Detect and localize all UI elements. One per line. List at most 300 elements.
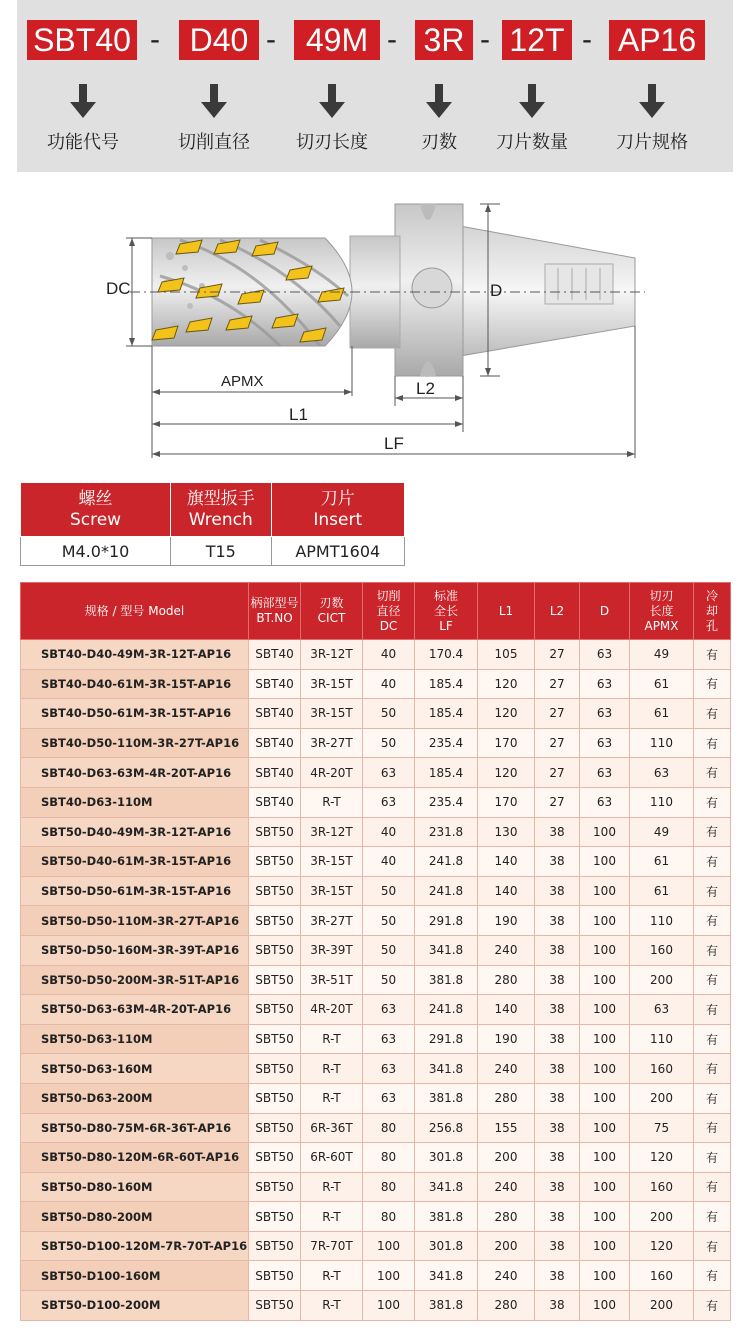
table-row [21, 906, 731, 936]
spec-cell: SBT50 [249, 1172, 301, 1202]
spec-cell: 190 [478, 906, 535, 936]
spec-cell: 200 [630, 1202, 694, 1232]
spec-cell: SBT50 [249, 847, 301, 877]
table-row [21, 1172, 731, 1202]
spec-cell: 241.8 [415, 876, 478, 906]
spec-cell: 有 [694, 1024, 731, 1054]
spec-cell: 170 [478, 728, 535, 758]
spec-cell: 有 [694, 1172, 731, 1202]
spec-cell: 100 [580, 935, 630, 965]
spec-cell: 38 [535, 1054, 580, 1084]
spec-cell: 38 [535, 817, 580, 847]
spec-cell: SBT50 [249, 935, 301, 965]
spec-cell: SBT40 [249, 699, 301, 729]
down-arrow-icon [639, 84, 665, 118]
label-dc: DC [106, 279, 131, 298]
spec-cell: SBT50 [249, 1231, 301, 1261]
spec-header-cell: 规格 / 型号 Model [21, 583, 249, 640]
spec-cell: 100 [580, 1054, 630, 1084]
spec-cell: SBT50 [249, 1291, 301, 1321]
accessories-header-row [21, 483, 405, 537]
model-cell: SBT50-D100-160M [21, 1261, 249, 1291]
spec-cell: 100 [580, 876, 630, 906]
table-row [21, 758, 731, 788]
spec-header-cell: 冷 却 孔 [694, 583, 731, 640]
spec-cell: 100 [363, 1231, 415, 1261]
spec-cell: 100 [580, 1261, 630, 1291]
spec-cell: 235.4 [415, 728, 478, 758]
spec-cell: 100 [580, 1172, 630, 1202]
header-insert: 刀片 Insert [271, 483, 404, 537]
spec-cell: 140 [478, 847, 535, 877]
spec-cell: SBT40 [249, 758, 301, 788]
spec-cell: 有 [694, 935, 731, 965]
spec-cell: 381.8 [415, 965, 478, 995]
spec-cell: 6R-60T [301, 1143, 363, 1173]
table-row [21, 1231, 731, 1261]
spec-cell: 63 [580, 728, 630, 758]
spec-cell: SBT50 [249, 906, 301, 936]
spec-cell: R-T [301, 1291, 363, 1321]
spec-cell: 100 [580, 1083, 630, 1113]
header-screw: 螺丝 Screw [21, 483, 171, 537]
table-row [21, 1024, 731, 1054]
separator: - [266, 23, 276, 56]
spec-cell: 49 [630, 640, 694, 670]
spec-cell: 80 [363, 1172, 415, 1202]
table-row [21, 1202, 731, 1232]
spec-cell: 110 [630, 787, 694, 817]
spec-cell: 3R-12T [301, 817, 363, 847]
spec-cell: 50 [363, 906, 415, 936]
spec-header-cell: 柄部型号 BT.NO [249, 583, 301, 640]
model-cell: SBT50-D50-61M-3R-15T-AP16 [21, 876, 249, 906]
spec-cell: 38 [535, 847, 580, 877]
spec-cell: 200 [630, 1291, 694, 1321]
spec-cell: 291.8 [415, 906, 478, 936]
spec-cell: 3R-15T [301, 876, 363, 906]
spec-cell: 240 [478, 1054, 535, 1084]
spec-cell: 3R-51T [301, 965, 363, 995]
label-diameter: 切削直径 [178, 132, 250, 153]
spec-cell: SBT50 [249, 965, 301, 995]
spec-cell: 63 [580, 669, 630, 699]
spec-cell: 有 [694, 1143, 731, 1173]
spec-cell: 100 [580, 1202, 630, 1232]
spec-cell: 170 [478, 787, 535, 817]
down-arrow-icon [70, 84, 96, 118]
spec-cell: 27 [535, 787, 580, 817]
spec-cell: SBT50 [249, 817, 301, 847]
spec-cell: 280 [478, 1291, 535, 1321]
spec-cell: 63 [580, 699, 630, 729]
wrench-value: T15 [171, 537, 272, 566]
spec-cell: 160 [630, 1054, 694, 1084]
spec-cell: 256.8 [415, 1113, 478, 1143]
label-d: D [490, 281, 503, 300]
spec-header-cell: 刃数 CICT [301, 583, 363, 640]
spec-cell: 381.8 [415, 1291, 478, 1321]
spec-cell: 38 [535, 1113, 580, 1143]
spec-cell: SBT50 [249, 1113, 301, 1143]
spec-cell: 100 [580, 817, 630, 847]
spec-cell: 38 [535, 1291, 580, 1321]
spec-cell: 38 [535, 1143, 580, 1173]
model-cell: SBT50-D80-160M [21, 1172, 249, 1202]
model-cell: SBT50-D63-110M [21, 1024, 249, 1054]
table-row [21, 1143, 731, 1173]
model-cell: SBT50-D80-75M-6R-36T-AP16 [21, 1113, 249, 1143]
code-segment-function: SBT40 [27, 20, 137, 60]
spec-cell: 63 [580, 758, 630, 788]
code-segment-insert-spec: AP16 [609, 20, 705, 60]
spec-cell: 120 [630, 1143, 694, 1173]
model-cell: SBT50-D100-200M [21, 1291, 249, 1321]
spec-cell: 63 [363, 787, 415, 817]
spec-cell: 38 [535, 1083, 580, 1113]
model-cell: SBT50-D63-200M [21, 1083, 249, 1113]
spec-cell: R-T [301, 1024, 363, 1054]
spec-cell: 80 [363, 1113, 415, 1143]
spec-cell: R-T [301, 1083, 363, 1113]
spec-cell: 38 [535, 1024, 580, 1054]
spec-cell: 61 [630, 847, 694, 877]
spec-cell: 241.8 [415, 995, 478, 1025]
spec-cell: 200 [478, 1143, 535, 1173]
code-segment-diameter: D40 [179, 20, 259, 60]
spec-header-row [21, 583, 731, 640]
spec-cell: 63 [630, 758, 694, 788]
spec-cell: 40 [363, 817, 415, 847]
spec-cell: 140 [478, 876, 535, 906]
spec-cell: 160 [630, 1172, 694, 1202]
table-row [21, 669, 731, 699]
label-insert-spec: 刀片规格 [616, 132, 688, 153]
spec-header-cell: 切刃 长度 APMX [630, 583, 694, 640]
model-cell: SBT50-D80-120M-6R-60T-AP16 [21, 1143, 249, 1173]
tool-body [152, 204, 635, 376]
code-breakdown-panel [17, 0, 733, 172]
spec-cell: 有 [694, 728, 731, 758]
spec-cell: 120 [478, 699, 535, 729]
separator: - [582, 23, 592, 56]
spec-cell: 有 [694, 1054, 731, 1084]
spec-cell: 3R-15T [301, 669, 363, 699]
code-segment-flutes: 3R [415, 20, 473, 60]
spec-cell: 160 [630, 1261, 694, 1291]
spec-cell: 100 [580, 847, 630, 877]
spec-cell: SBT50 [249, 1024, 301, 1054]
spec-cell: 有 [694, 640, 731, 670]
spec-cell: 155 [478, 1113, 535, 1143]
spec-cell: 200 [630, 1083, 694, 1113]
spec-cell: 110 [630, 906, 694, 936]
model-cell: SBT40-D50-61M-3R-15T-AP16 [21, 699, 249, 729]
spec-cell: 80 [363, 1143, 415, 1173]
spec-cell: 有 [694, 1083, 731, 1113]
table-row [21, 1261, 731, 1291]
spec-cell: 40 [363, 847, 415, 877]
spec-cell: 有 [694, 965, 731, 995]
spec-cell: 170.4 [415, 640, 478, 670]
spec-cell: 有 [694, 699, 731, 729]
table-row [21, 965, 731, 995]
spec-cell: 240 [478, 935, 535, 965]
spec-cell: 有 [694, 906, 731, 936]
down-arrow-icon [519, 84, 545, 118]
model-cell: SBT50-D40-61M-3R-15T-AP16 [21, 847, 249, 877]
spec-cell: 100 [580, 965, 630, 995]
spec-cell: SBT40 [249, 669, 301, 699]
spec-cell: 有 [694, 669, 731, 699]
accessories-value-row [21, 537, 405, 566]
table-row [21, 995, 731, 1025]
spec-cell: 3R-27T [301, 728, 363, 758]
spec-cell: 40 [363, 669, 415, 699]
model-cell: SBT50-D63-63M-4R-20T-AP16 [21, 995, 249, 1025]
spec-cell: 100 [363, 1261, 415, 1291]
spec-cell: 200 [630, 965, 694, 995]
spec-cell: 63 [363, 758, 415, 788]
arrows [17, 80, 733, 125]
model-cell: SBT40-D50-110M-3R-27T-AP16 [21, 728, 249, 758]
model-cell: SBT50-D63-160M [21, 1054, 249, 1084]
spec-cell: 100 [580, 1024, 630, 1054]
label-insert-count: 刀片数量 [496, 132, 568, 153]
spec-cell: 27 [535, 758, 580, 788]
model-cell: SBT50-D80-200M [21, 1202, 249, 1232]
spec-cell: 185.4 [415, 669, 478, 699]
table-row [21, 817, 731, 847]
spec-cell: 301.8 [415, 1143, 478, 1173]
spec-header-cell: D [580, 583, 630, 640]
spec-cell: 3R-27T [301, 906, 363, 936]
spec-cell: 240 [478, 1172, 535, 1202]
spec-cell: 63 [580, 640, 630, 670]
spec-cell: 280 [478, 1202, 535, 1232]
spec-cell: 110 [630, 1024, 694, 1054]
spec-cell: 6R-36T [301, 1113, 363, 1143]
spec-cell: 4R-20T [301, 758, 363, 788]
spec-cell: 38 [535, 1261, 580, 1291]
accessories-table [20, 482, 405, 566]
model-cell: SBT40-D40-61M-3R-15T-AP16 [21, 669, 249, 699]
header-wrench: 旗型扳手 Wrench [171, 483, 272, 537]
table-row [21, 728, 731, 758]
spec-cell: 有 [694, 1202, 731, 1232]
down-arrow-icon [319, 84, 345, 118]
spec-cell: 63 [363, 1083, 415, 1113]
table-row [21, 1291, 731, 1321]
table-row [21, 1083, 731, 1113]
tool-diagram [90, 196, 650, 468]
spec-cell: SBT50 [249, 876, 301, 906]
label-l2: L2 [416, 379, 435, 398]
spec-cell: 160 [630, 935, 694, 965]
spec-cell: 49 [630, 817, 694, 847]
spec-cell: 50 [363, 935, 415, 965]
model-cell: SBT40-D63-110M [21, 787, 249, 817]
table-row [21, 847, 731, 877]
separator: - [387, 23, 397, 56]
table-row [21, 935, 731, 965]
spec-cell: 100 [580, 1291, 630, 1321]
spec-header-cell: 标准 全长 LF [415, 583, 478, 640]
spec-cell: 185.4 [415, 758, 478, 788]
spec-cell: 100 [580, 1113, 630, 1143]
spec-cell: SBT50 [249, 1261, 301, 1291]
spec-cell: 38 [535, 1202, 580, 1232]
label-lf: LF [384, 434, 404, 453]
insert-value: APMT1604 [271, 537, 404, 566]
table-row [21, 1054, 731, 1084]
spec-cell: 3R-12T [301, 640, 363, 670]
spec-header-cell: L2 [535, 583, 580, 640]
spec-cell: 有 [694, 1291, 731, 1321]
spec-cell: SBT40 [249, 728, 301, 758]
spec-cell: 341.8 [415, 935, 478, 965]
spec-cell: 27 [535, 699, 580, 729]
spec-cell: 63 [580, 787, 630, 817]
spec-cell: 130 [478, 817, 535, 847]
spec-cell: 38 [535, 1172, 580, 1202]
spec-cell: 240 [478, 1261, 535, 1291]
separator: - [150, 23, 160, 56]
spec-cell: 有 [694, 995, 731, 1025]
label-flutes: 刃数 [421, 132, 457, 153]
spec-cell: 40 [363, 640, 415, 670]
spec-cell: 301.8 [415, 1231, 478, 1261]
spec-cell: 100 [580, 1143, 630, 1173]
spec-cell: R-T [301, 1202, 363, 1232]
spec-cell: 3R-15T [301, 847, 363, 877]
spec-cell: 341.8 [415, 1054, 478, 1084]
spec-cell: SBT50 [249, 995, 301, 1025]
spec-cell: 27 [535, 640, 580, 670]
spec-cell: 63 [363, 1024, 415, 1054]
spec-cell: 38 [535, 935, 580, 965]
spec-cell: R-T [301, 1261, 363, 1291]
spec-cell: 80 [363, 1202, 415, 1232]
spec-cell: 有 [694, 876, 731, 906]
spec-cell: SBT50 [249, 1143, 301, 1173]
spec-cell: 341.8 [415, 1172, 478, 1202]
spec-cell: 50 [363, 699, 415, 729]
spec-cell: R-T [301, 787, 363, 817]
spec-cell: 241.8 [415, 847, 478, 877]
spec-cell: 120 [478, 758, 535, 788]
spec-cell: 61 [630, 876, 694, 906]
label-cut-length: 切刃长度 [296, 132, 368, 153]
table-row [21, 876, 731, 906]
spec-cell: 有 [694, 817, 731, 847]
spec-cell: R-T [301, 1054, 363, 1084]
spec-cell: SBT50 [249, 1202, 301, 1232]
spec-cell: 140 [478, 995, 535, 1025]
spec-cell: SBT50 [249, 1083, 301, 1113]
table-row [21, 787, 731, 817]
separator: - [480, 23, 490, 56]
spec-cell: SBT40 [249, 787, 301, 817]
spec-cell: 100 [580, 995, 630, 1025]
spec-cell: SBT40 [249, 640, 301, 670]
model-cell: SBT50-D40-49M-3R-12T-AP16 [21, 817, 249, 847]
spec-cell: 100 [580, 1231, 630, 1261]
spec-cell: 3R-39T [301, 935, 363, 965]
spec-cell: 120 [478, 669, 535, 699]
spec-cell: 61 [630, 699, 694, 729]
down-arrow-icon [426, 84, 452, 118]
spec-cell: 105 [478, 640, 535, 670]
label-function: 功能代号 [47, 132, 119, 153]
spec-cell: 有 [694, 1261, 731, 1291]
spec-cell: 200 [478, 1231, 535, 1261]
model-cell: SBT40-D63-63M-4R-20T-AP16 [21, 758, 249, 788]
table-row [21, 1113, 731, 1143]
spec-cell: 100 [580, 906, 630, 936]
table-row [21, 699, 731, 729]
spec-cell: 有 [694, 1113, 731, 1143]
spec-cell: 50 [363, 728, 415, 758]
spec-cell: 38 [535, 965, 580, 995]
spec-cell: 38 [535, 906, 580, 936]
spec-body [21, 640, 731, 1321]
spec-cell: 341.8 [415, 1261, 478, 1291]
spec-cell: 38 [535, 995, 580, 1025]
spec-header-cell: 切削 直径 DC [363, 583, 415, 640]
spec-cell: 63 [363, 995, 415, 1025]
spec-cell: 3R-15T [301, 699, 363, 729]
spec-cell: 235.4 [415, 787, 478, 817]
spec-cell: 280 [478, 965, 535, 995]
spec-table [20, 582, 731, 1321]
code-segment-cut-length: 49M [294, 20, 380, 60]
spec-cell: 7R-70T [301, 1231, 363, 1261]
model-cell: SBT50-D50-160M-3R-39T-AP16 [21, 935, 249, 965]
spec-cell: 27 [535, 728, 580, 758]
spec-cell: 291.8 [415, 1024, 478, 1054]
code-segment-insert-count: 12T [502, 20, 572, 60]
label-l1: L1 [289, 405, 308, 424]
spec-cell: 280 [478, 1083, 535, 1113]
spec-cell: 有 [694, 787, 731, 817]
spec-cell: 100 [363, 1291, 415, 1321]
label-apmx: APMX [221, 373, 264, 390]
spec-cell: 4R-20T [301, 995, 363, 1025]
spec-cell: 38 [535, 876, 580, 906]
model-cell: SBT50-D50-110M-3R-27T-AP16 [21, 906, 249, 936]
spec-cell: 381.8 [415, 1202, 478, 1232]
spec-cell: 75 [630, 1113, 694, 1143]
spec-cell: 120 [630, 1231, 694, 1261]
spec-header-cell: L1 [478, 583, 535, 640]
screw-value: M4.0*10 [21, 537, 171, 566]
spec-cell: R-T [301, 1172, 363, 1202]
spec-cell: 有 [694, 847, 731, 877]
spec-cell: 有 [694, 758, 731, 788]
spec-cell: 63 [630, 995, 694, 1025]
spec-cell: 63 [363, 1054, 415, 1084]
model-cell: SBT50-D100-120M-7R-70T-AP16 [21, 1231, 249, 1261]
spec-cell: 61 [630, 669, 694, 699]
model-cell: SBT40-D40-49M-3R-12T-AP16 [21, 640, 249, 670]
spec-cell: 50 [363, 876, 415, 906]
spec-cell: 110 [630, 728, 694, 758]
spec-cell: 27 [535, 669, 580, 699]
spec-cell: 185.4 [415, 699, 478, 729]
table-row [21, 640, 731, 670]
spec-cell: 231.8 [415, 817, 478, 847]
